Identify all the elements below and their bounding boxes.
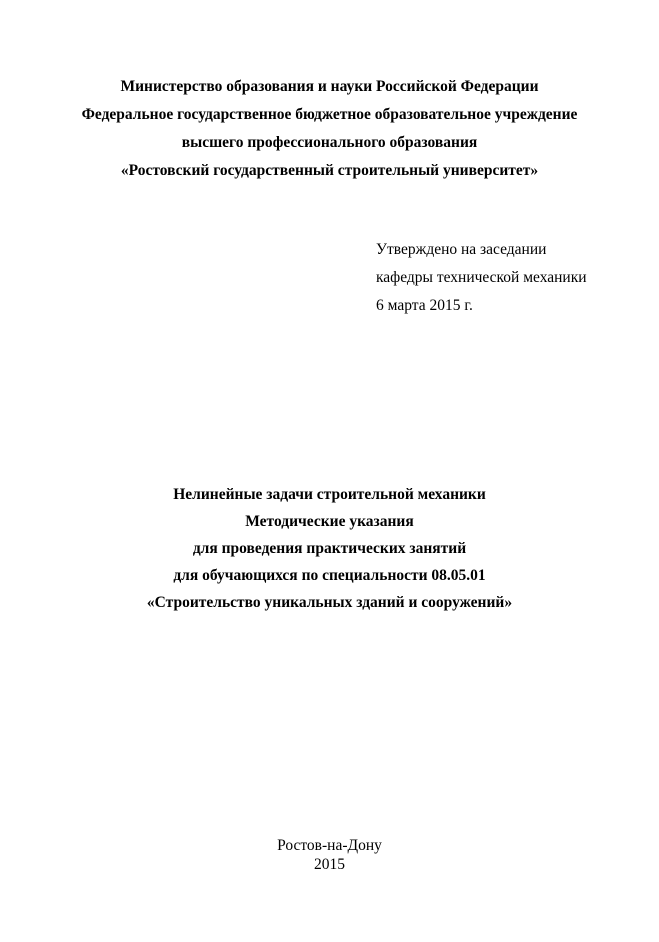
specialty-line: для обучающихся по специальности 08.05.01 bbox=[173, 567, 486, 584]
page-footer bbox=[0, 836, 659, 874]
ministry-line: Министерство образования и науки Российской Федерации bbox=[120, 78, 539, 95]
year: 2015 bbox=[314, 856, 345, 873]
institution-header bbox=[0, 73, 659, 185]
document-title-block bbox=[0, 481, 659, 616]
specialty-name: «Строительство уникальных зданий и сооружений» bbox=[146, 594, 513, 611]
institution-type-line: Федеральное государственное бюджетное образовательное учреждение bbox=[81, 106, 578, 123]
document-type: Методические указания bbox=[245, 513, 414, 530]
city: Ростов-на-Дону bbox=[277, 837, 382, 854]
document-title: Нелинейные задачи строительной механики bbox=[173, 486, 486, 503]
university-name-line: «Ростовский государственный строительный университет» bbox=[120, 162, 539, 179]
approval-line: Утверждено на заседании bbox=[376, 241, 547, 258]
document-purpose: для проведения практических занятий bbox=[192, 540, 467, 557]
approval-date: 6 марта 2015 г. bbox=[376, 297, 473, 314]
approval-block bbox=[376, 236, 587, 320]
department-line: кафедры технической механики bbox=[376, 269, 587, 286]
education-level-line: высшего профессионального образования bbox=[181, 134, 478, 151]
